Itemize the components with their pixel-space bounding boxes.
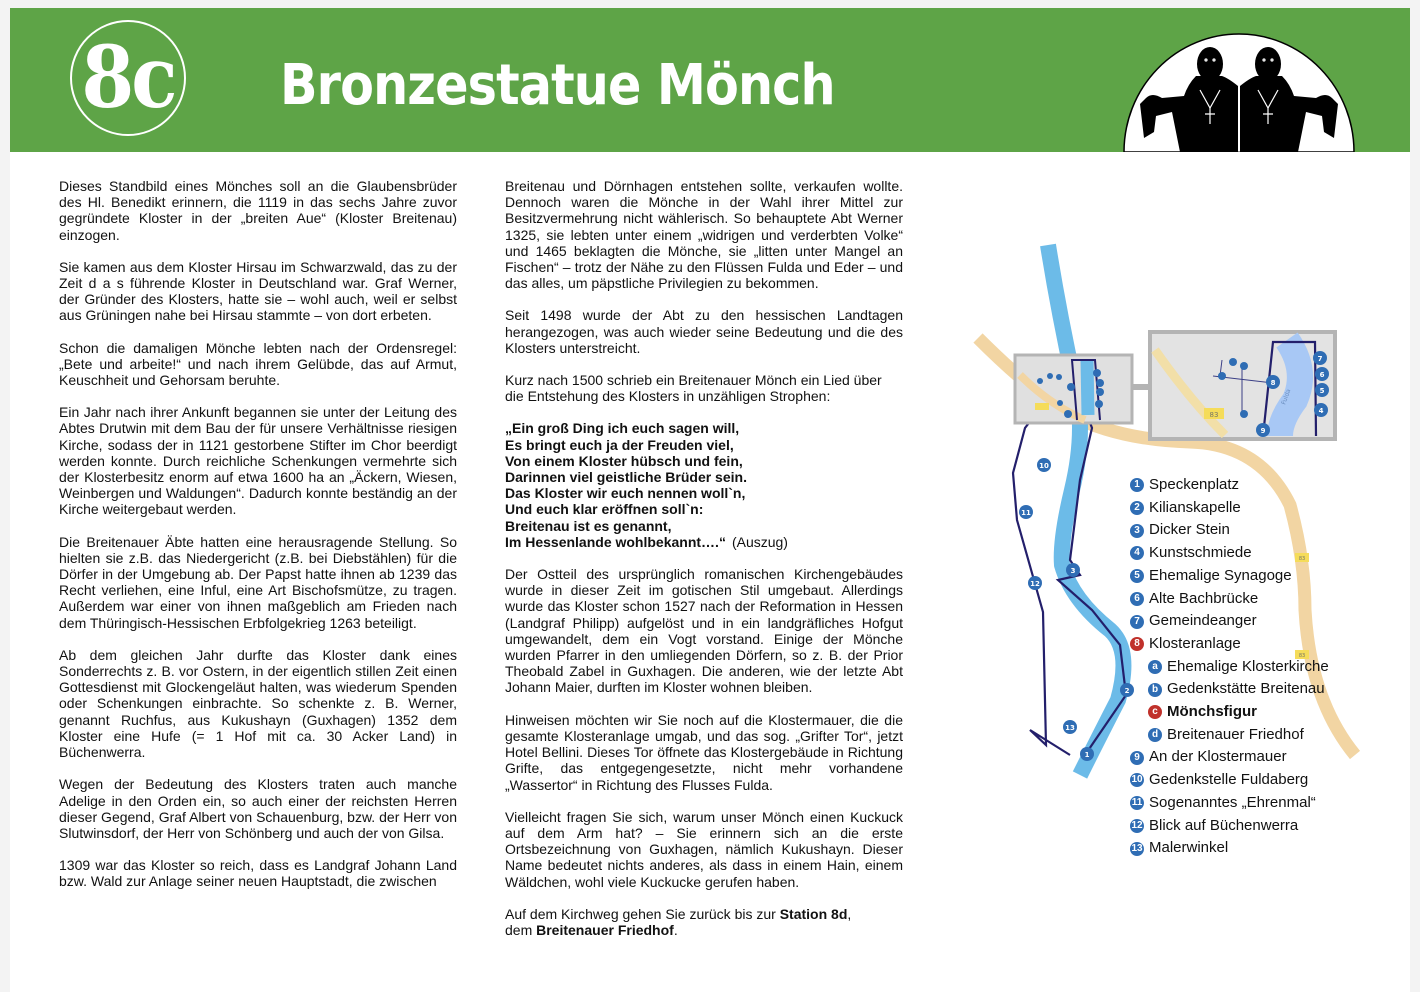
paragraph: Die Breitenauer Äbte hatten eine herausragende Stellung. So hielten sie z.B. das Niedergericht (z.B. bei Diebstählen) für die Dörfer in der Umgebung ab. Der Papst hatte ihnen ab 1239 das Recht verliehen, eine Inful, eine Art Bischofsmütze, zu tragen. Außerdem war einer von ihnen maßgeblich am Frieden nach dem Thüringisch-Hessischen Erbfolgekrieg 1263 beteiligt. bbox=[59, 533, 457, 631]
legend-label: Alte Bachbrücke bbox=[1149, 589, 1259, 607]
legend-label: Kilianskapelle bbox=[1149, 498, 1241, 516]
legend-label: Kunstschmiede bbox=[1149, 544, 1252, 562]
legend-label: Ehemalige Synagoge bbox=[1149, 566, 1292, 584]
poem-note: (Auszug) bbox=[731, 533, 788, 550]
legend-item bbox=[1130, 837, 1329, 860]
paragraph: Wegen der Bedeutung des Klosters traten auch manche Adelige in den Orden ein, so auch einer der reichsten Herren dieser Gegend, Graf Albert von Schauenburg, bzw. der Herr von Slutwinsdorf, der Herr von Schönberg und auch der von Gilsa. bbox=[59, 776, 457, 841]
paragraph: Schon die damaligen Mönche lebten nach der Ordensregel: „Bete und arbeite!“ und nach ihrem Gelübde, das auf Armut, Keuschheit und Gehorsam beruhte. bbox=[59, 339, 457, 389]
legend-label: Gedenkstätte Breitenau bbox=[1167, 680, 1325, 698]
svg-text:2: 2 bbox=[1124, 687, 1130, 695]
legend-item bbox=[1130, 633, 1329, 656]
legend-label: Klosteranlage bbox=[1149, 634, 1241, 652]
river-fulda bbox=[1048, 245, 1123, 775]
legend-item bbox=[1130, 588, 1329, 611]
legend-label: Mönchsfigur bbox=[1167, 703, 1257, 721]
station-marker-icon: 9 bbox=[1130, 751, 1144, 765]
poem-excerpt bbox=[505, 420, 903, 550]
poem-line-text: Im Hessenlande wohlbekannt….“ bbox=[505, 533, 726, 550]
header-banner bbox=[10, 8, 1410, 152]
closing-text: dem bbox=[505, 921, 537, 938]
next-destination: Breitenauer Friedhof bbox=[536, 921, 674, 938]
legend-item bbox=[1130, 769, 1329, 792]
paragraph: Sie kamen aus dem Kloster Hirsau im Schwarzwald, das zu der Zeit d a s führende Kloster in Deutschland war. Graf Werner, der Gründer des Klosters, hatte sie – wohl auch, weil er selbst aus Grüningen nahe bei Hirsau stammte – von dort erbeten. bbox=[59, 258, 457, 324]
legend-item bbox=[1130, 746, 1329, 769]
legend-item bbox=[1130, 678, 1329, 701]
legend-label: Gedenkstelle Fuldaberg bbox=[1149, 771, 1309, 789]
closing-text: Auf dem Kirchweg gehen Sie zurück bis zur bbox=[505, 905, 780, 922]
paragraph: Dieses Standbild eines Mönches soll an die Glaubensbrüder des Hl. Benedikt erinnern, die 1119 in das sechs Jahre zuvor gegründete Kloster in der „breiten Aue“ (Kloster Breitenau) einzogen. bbox=[59, 178, 457, 243]
station-marker-icon: 13 bbox=[1131, 842, 1143, 854]
legend-label: Speckenplatz bbox=[1149, 476, 1240, 493]
svg-text:3: 3 bbox=[1070, 567, 1076, 575]
station-marker-icon: d bbox=[1148, 728, 1162, 742]
poem-line: Das Kloster wir euch nennen woll`n, bbox=[505, 485, 746, 502]
legend-item bbox=[1130, 519, 1329, 542]
paragraph: Seit 1498 wurde der Abt zu den hessischen Landtagen herangezogen, was auch wieder seine Bedeutung und die des Klosters unterstreicht. bbox=[505, 307, 903, 356]
legend-item bbox=[1130, 565, 1329, 588]
legend-item bbox=[1130, 724, 1329, 747]
station-number: 8c bbox=[81, 27, 175, 128]
paragraph: Ab dem gleichen Jahr durfte das Kloster dank eines Sonderrechts z. B. vor Ostern, in der eigentlich stillen Zeit einen Gottesdienst mit Glockengeläut halten, was wiederum Spenden oder Schenkungen einbrachte. So schenkte z. B. Werner, genannt Ruchfus, aus Kukushayn (Guxhagen) 1352 dem Kloster eine Hufe (= 1 Hof mit ca. 30 Acker Land) in Büchenwerra. bbox=[59, 646, 457, 761]
legend-item bbox=[1130, 474, 1329, 497]
station-marker-icon: 6 bbox=[1130, 592, 1144, 606]
station-legend bbox=[1130, 474, 1329, 860]
text-column-left bbox=[59, 178, 457, 906]
svg-text:10: 10 bbox=[1039, 462, 1049, 470]
legend-item bbox=[1130, 497, 1329, 520]
svg-text:13: 13 bbox=[1065, 724, 1075, 732]
station-marker-icon: 8 bbox=[1130, 637, 1144, 651]
svg-text:8: 8 bbox=[1270, 379, 1276, 387]
station-marker-icon: 1 bbox=[1130, 478, 1144, 492]
svg-text:11: 11 bbox=[1021, 509, 1031, 517]
road-label-text: 83 bbox=[1298, 653, 1306, 659]
closing-paragraph bbox=[505, 906, 903, 938]
legend-item bbox=[1130, 792, 1329, 815]
poem-line: Es bringt euch ja der Freuden viel, bbox=[505, 436, 734, 453]
legend-label: Breitenauer Friedhof bbox=[1167, 725, 1304, 743]
poem-line: Von einem Kloster hübsch und fein, bbox=[505, 452, 743, 469]
paragraph: Kurz nach 1500 schrieb ein Breitenauer Mönch ein Lied über die Entstehung des Klosters in unzähligen Strophen: bbox=[505, 372, 882, 405]
poem-line: Breitenau ist es genannt, bbox=[505, 517, 672, 534]
paragraph: Breitenau und Dörnhagen entstehen sollte, verkaufen wollte. Dennoch waren die Mönche in der Wahl ihrer Mittel zur Besitzvermehrung nicht wählerisch. So behauptete Abt Werner 1325, sie lebten unter einem „widrigen und verderbten Volke“ und 1465 beklagten die Mönche, sie „litten unter Mangel an Fischen“ – trotz der Nähe zu den Flüssen Fulda und Eder – und das alles, um päpstliche Privilegien zu bekommen. bbox=[505, 178, 903, 292]
legend-label: Sogenanntes „Ehrenmal“ bbox=[1149, 793, 1316, 811]
poem-line: „Ein groß Ding ich euch sagen will, bbox=[505, 420, 740, 437]
paragraph: Hinweisen möchten wir Sie noch auf die Klostermauer, die die gesamte Klosteranlage umgab, und das sog. „Grifter Tor“, jetzt Hotel Bellini. Dieses Tor öffnete das Klostergebäude in Richtung Grifte, das entgegengesetzte, nicht mehr vorhandene „Wassertor“ in Richtung des Flusses Fulda. bbox=[505, 711, 903, 793]
svg-text:7: 7 bbox=[1317, 355, 1323, 363]
legend-label: Dicker Stein bbox=[1149, 521, 1230, 539]
paragraph: Vielleicht fragen Sie sich, warum unser Mönch einen Kuckuck auf dem Arm hat? – Sie erinnern sich an die erste Ortsbezeichnung von Guxhagen, nämlich Kukushayn. Dieser Name bedeutet nichts anderes, als dass in einem Hain, einem Wäldchen, wohl viele Kuckucke gerufen haben. bbox=[505, 808, 903, 890]
station-marker-icon: 12 bbox=[1131, 819, 1143, 831]
station-marker-icon: 7 bbox=[1130, 615, 1144, 629]
two-monks-emblem-icon bbox=[1122, 28, 1356, 152]
svg-text:9: 9 bbox=[1260, 427, 1266, 435]
station-marker-icon: c bbox=[1148, 705, 1162, 719]
closing-punct: . bbox=[673, 921, 678, 938]
legend-item bbox=[1130, 815, 1329, 838]
station-marker-icon: b bbox=[1148, 683, 1162, 697]
legend-label: Malerwinkel bbox=[1149, 839, 1229, 857]
legend-label: Ehemalige Klosterkirche bbox=[1167, 657, 1329, 675]
svg-text:1: 1 bbox=[1084, 751, 1090, 759]
inset-road-label: 83 bbox=[1209, 411, 1219, 419]
paragraph: Der Ostteil des ursprünglich romanischen Kirchengebäudes wurde in dieser Zeit im gotischen Stil umgebaut. Allerdings wurde das Kloster schon 1527 nach der Reformation in Hessen (Landgraf Philipp) aufgelöst und in ein landgräfliches Hofgut umgewandelt, dem ein Vogt vorstand. Einige der Mönche wurden Pfarrer in den umliegenden Dörfern, so z. B. der Prior Theobald Zabel in Guxhagen. Die anderen, wie der letzte Abt Johann Maier, durften im Kloster wohnen bleiben. bbox=[505, 566, 903, 696]
paragraph: 1309 war das Kloster so reich, dass es Landgraf Johann Land bzw. Wald zur Anlage seiner neuen Hauptstadt, die zwischen bbox=[59, 857, 457, 890]
svg-text:6: 6 bbox=[1319, 371, 1325, 379]
station-marker-icon: 2 bbox=[1130, 501, 1144, 515]
station-marker-icon: 10 bbox=[1131, 774, 1143, 786]
svg-text:12: 12 bbox=[1030, 580, 1040, 588]
next-station: Station 8d bbox=[779, 905, 848, 922]
station-badge bbox=[70, 20, 186, 136]
closing-punct: , bbox=[847, 905, 852, 922]
legend-label: An der Klostermauer bbox=[1149, 748, 1287, 766]
legend-label: Gemeindeanger bbox=[1149, 612, 1257, 630]
svg-text:4: 4 bbox=[1318, 407, 1324, 415]
station-marker-icon: 5 bbox=[1130, 569, 1144, 583]
page-title: Bronzestatue Mönch bbox=[280, 53, 835, 118]
legend-item bbox=[1130, 701, 1329, 724]
legend-item bbox=[1130, 542, 1329, 565]
station-marker-icon: 3 bbox=[1130, 524, 1144, 538]
station-marker-icon: 4 bbox=[1130, 546, 1144, 560]
station-marker-icon: 11 bbox=[1131, 797, 1143, 809]
poem-line: Darinnen viel geistliche Brüder sein. bbox=[505, 469, 747, 486]
legend-label: Blick auf Büchenwerra bbox=[1149, 816, 1299, 834]
station-marker-icon: a bbox=[1148, 660, 1162, 674]
road-label-text: 83 bbox=[1298, 556, 1306, 562]
paragraph: Ein Jahr nach ihrer Ankunft begannen sie unter der Leitung des Abtes Drutwin mit dem Bau der für unsere Verhältnisse riesigen Kirche, sodass der in 1121 gestorbene Stifter im Chor beerdigt werden konnte. Durch reichliche Schenkungen vermehrte sich der Klosterbesitz enorm auf etwa 1600 ha an „Äckern, Wiesen, Weinbergen und Waldungen“. Dadurch konnte beständig an der Kirche weitergebaut werden. bbox=[59, 404, 457, 518]
inset-river-label: Fulda bbox=[1280, 388, 1293, 406]
poem-line-last bbox=[505, 534, 903, 550]
poem-line: Und euch klar eröffnen soll`n: bbox=[505, 501, 704, 518]
text-column-middle bbox=[505, 178, 903, 954]
svg-text:5: 5 bbox=[1319, 387, 1325, 395]
legend-item bbox=[1130, 610, 1329, 633]
legend-item bbox=[1130, 656, 1329, 679]
inset-connector bbox=[1133, 384, 1149, 390]
